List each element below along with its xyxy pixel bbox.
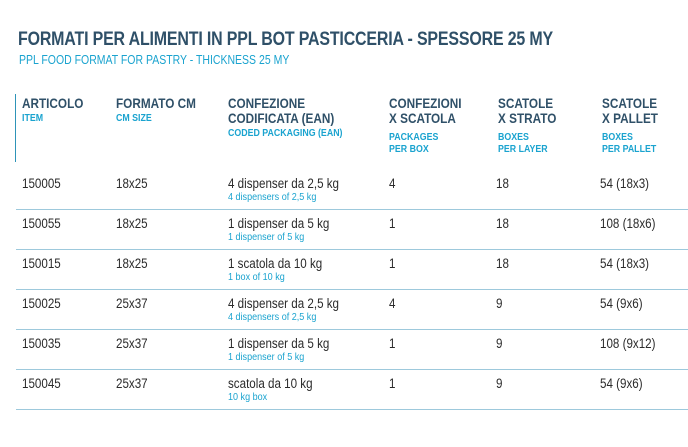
table-row [16, 370, 688, 410]
cell-item: 150015 [22, 256, 61, 271]
cell-item: 150045 [22, 376, 61, 391]
cell-item: 150005 [22, 176, 61, 191]
column-header-packaging: CONFEZIONE CODIFICATA (EAN) CODED PACKAGING (EAN) [228, 95, 343, 139]
cell-boxes-per-layer: 9 [496, 296, 503, 311]
cell-size: 18x25 [116, 176, 148, 191]
cell-packages-per-box: 1 [389, 336, 396, 351]
cell-size: 25x37 [116, 376, 148, 391]
cell-boxes-per-pallet: 108 (9x12) [600, 336, 656, 351]
cell-size: 18x25 [116, 216, 148, 231]
cell-size: 25x37 [116, 336, 148, 351]
cell-boxes-per-layer: 18 [496, 176, 509, 191]
table-row [16, 330, 688, 370]
cell-packages-per-box: 1 [389, 376, 396, 391]
cell-packaging: 1 scatola da 10 kg 1 box of 10 kg [228, 256, 323, 283]
column-header-boxes-per-layer: SCATOLE X STRATO BOXES PER LAYER [498, 95, 557, 155]
cell-packaging: 4 dispenser da 2,5 kg 4 dispensers of 2,5 kg [228, 296, 340, 323]
cell-boxes-per-layer: 9 [496, 336, 503, 351]
cell-packages-per-box: 4 [389, 296, 396, 311]
cell-packages-per-box: 1 [389, 256, 396, 271]
table-row [16, 290, 688, 330]
cell-boxes-per-layer: 18 [496, 256, 509, 271]
cell-packages-per-box: 4 [389, 176, 396, 191]
column-header-item: ARTICOLO ITEM [22, 95, 84, 124]
cell-packaging: 1 dispenser da 5 kg 1 dispenser of 5 kg [228, 216, 330, 243]
header-accent-line [15, 94, 16, 162]
table-row [16, 250, 688, 290]
row-divider [16, 409, 688, 410]
cell-packages-per-box: 1 [389, 216, 396, 231]
cell-boxes-per-pallet: 54 (9x6) [600, 296, 643, 311]
cell-boxes-per-pallet: 54 (9x6) [600, 376, 643, 391]
table-row [16, 170, 688, 210]
cell-packaging: 1 dispenser da 5 kg 1 dispenser of 5 kg [228, 336, 330, 363]
cell-size: 25x37 [116, 296, 148, 311]
cell-boxes-per-layer: 18 [496, 216, 509, 231]
page-subtitle: PPL FOOD FORMAT FOR PASTRY - THICKNESS 25 MY [19, 53, 290, 67]
cell-boxes-per-pallet: 108 (18x6) [600, 216, 656, 231]
cell-boxes-per-pallet: 54 (18x3) [600, 176, 650, 191]
cell-packaging: scatola da 10 kg 10 kg box [228, 376, 313, 403]
cell-size: 18x25 [116, 256, 148, 271]
column-header-size: FORMATO CM CM SIZE [116, 95, 196, 124]
cell-item: 150055 [22, 216, 61, 231]
cell-packaging: 4 dispenser da 2,5 kg 4 dispensers of 2,5 kg [228, 176, 340, 203]
cell-boxes-per-layer: 9 [496, 376, 503, 391]
cell-boxes-per-pallet: 54 (18x3) [600, 256, 650, 271]
table-row [16, 210, 688, 250]
cell-item: 150035 [22, 336, 61, 351]
page-title: FORMATI PER ALIMENTI IN PPL BOT PASTICCERIA - SPESSORE 25 MY [18, 29, 553, 50]
cell-item: 150025 [22, 296, 61, 311]
column-header-packages-per-box: CONFEZIONI X SCATOLA PACKAGES PER BOX [389, 95, 462, 155]
column-header-boxes-per-pallet: SCATOLE X PALLET BOXES PER PALLET [602, 95, 658, 155]
